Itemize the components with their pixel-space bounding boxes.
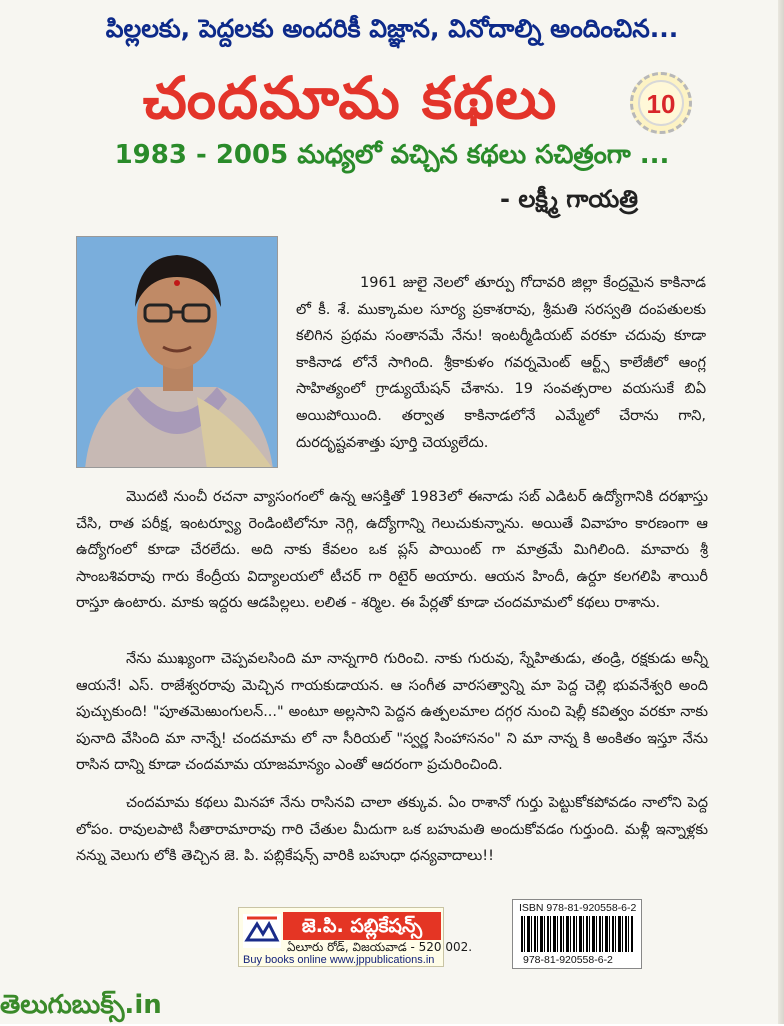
cover-tagline: పిల్లలకు, పెద్దలకు అందరికీ విజ్ఞాన, వినోదాల్ని అందించిన... xyxy=(105,14,679,43)
volume-badge xyxy=(630,72,692,134)
bio-paragraph-4 xyxy=(76,790,708,870)
publisher-name: జె.పి. పబ్లికేషన్స్ xyxy=(283,912,441,940)
publisher-box xyxy=(238,907,473,967)
bio-paragraph-3 xyxy=(76,646,708,779)
publisher-address: ఏలూరు రోడ్, విజయవాడ - 520 002. xyxy=(287,940,473,954)
isbn-top-label: ISBN 978-81-920558-6-2 xyxy=(519,902,637,914)
site-watermark: తెలుగుబుక్స్.in xyxy=(0,990,162,1020)
volume-badge-inner xyxy=(638,80,684,126)
isbn-barcode xyxy=(512,899,642,969)
isbn-bottom-label: 978-81-920558-6-2 xyxy=(523,954,613,966)
barcode-bars xyxy=(521,916,633,952)
author-photo xyxy=(76,236,278,468)
bio-paragraph-2-text: మొదటి నుంచీ రచనా వ్యాసంగంలో ఉన్న ఆసక్తితో 1983లో ఈనాడు సబ్ ఎడిటర్ ఉద్యోగానికి దరఖాస్తు చేసి, రాత పరీక్ష, ఇంటర్వ్యూ రెండింటిలోనూ నెగ్గి, ఉద్యోగాన్ని గెలుచుకున్నాను. అయితే వివాహం కారణంగా ఆ ఉద్యోగంలో కూడా చేరలేదు. అది నాకు కేవలం ఒక ప్లస్ పాయింట్ గా మాత్రమే మిగిలింది. మావారు శ్రీ సాంబశివరావు గారు కేంద్రీయ విద్యాలయలో టీచర్ గా రిటైర్ అయారు. ఆయన హిందీ, ఉర్దూ కలగలిపి శాయిరీ రాస్తూ ఉంటారు. మాకు ఇద్దరు ఆడపిల్లలు. లలిత - శర్మిల. ఈ పేర్లతో కూడా చందమామలో కథలు రాశాను. xyxy=(76,489,708,612)
bio-paragraph-3-text: నేను ముఖ్యంగా చెప్పవలసింది మా నాన్నగారి గురించి. నాకు గురువు, స్నేహితుడు, తండ్రి, రక్షకుడు అన్నీ ఆయనే! ఎస్. రాజేశ్వరరావు మెచ్చిన గాయకుడాయన. ఆ సంగీత వారసత్వాన్ని మా పెద్ద చెల్లి భువనేశ్వరి అంది పుచ్చుకుంది! "పూతమెఱుంగులన్..." అంటూ అల్లసాని పెద్దన ఉత్పలమాల దగ్గర నుంచి షెల్లీ కవిత్వం వరకూ నాకు పునాది వేసింది మా నాన్నే! చందమామ లో నా సీరియల్ "స్వర్ణ సింహాసనం" ని మా నాన్న కి అంకితం ఇస్తూ నేను రాసిన దాన్ని కూడా చందమామ యాజమాన్యం ఎంతో ఆదరంగా ప్రచురించింది. xyxy=(76,651,708,774)
bio-paragraph-1 xyxy=(296,270,706,456)
volume-number: 10 xyxy=(646,89,676,119)
period-line: 1983 - 2005 మధ్యలో వచ్చిన కథలు సచిత్రంగా ... xyxy=(114,140,670,170)
author-photo-illustration xyxy=(77,237,278,468)
author-name: - లక్ష్మీ గాయత్రి xyxy=(500,185,639,213)
bio-paragraph-1-text: 1961 జులై నెలలో తూర్పు గోదావరి జిల్లా కేంద్రమైన కాకినాడ లో కీ. శే. ముక్కామల సూర్య ప్రకాశరావు, శ్రీమతి సరస్వతి దంపతులకు కలిగిన ప్రథమ సంతానమే నేను! ఇంటర్మీడియట్ వరకూ చదువు కూడా కాకినాడ లోనే సాగింది. శ్రీకాకుళం గవర్నమెంట్ ఆర్ట్స్ కాలేజీలో ఆంగ్ల సాహిత్యంలో గ్రాడ్యుయేషన్ చేశాను. 19 సంవత్సరాల వయసుకే బిఏ అయిపోయింది. తర్వాత కాకినాడలోనే ఎమ్మేలో చేరాను గాని, దురదృష్టవశాత్తు పూర్తి చెయ్యలేదు. xyxy=(296,275,706,451)
series-title: చందమామ కథలు xyxy=(142,64,558,132)
publisher-website: Buy books online www.jppublications.in xyxy=(243,954,435,966)
publisher-logo-icon xyxy=(243,914,281,948)
bio-paragraph-2 xyxy=(76,484,708,617)
bio-paragraph-4-text: చందమామ కథలు మినహా నేను రాసినవి చాలా తక్కువ. ఏం రాశానో గుర్తు పెట్టుకోకపోవడం నాలోని పెద్ద లోపం. రావులపాటి సీతారామారావు గారి చేతుల మీదుగా ఒక బహుమతి అందుకోవడం గుర్తుంది. మళ్లీ ఇన్నాళ్లకు నన్ను వెలుగు లోకి తెచ్చిన జె. పి. పబ్లికేషన్స్ వారికి బహుధా ధన్యవాదాలు!! xyxy=(76,795,708,865)
